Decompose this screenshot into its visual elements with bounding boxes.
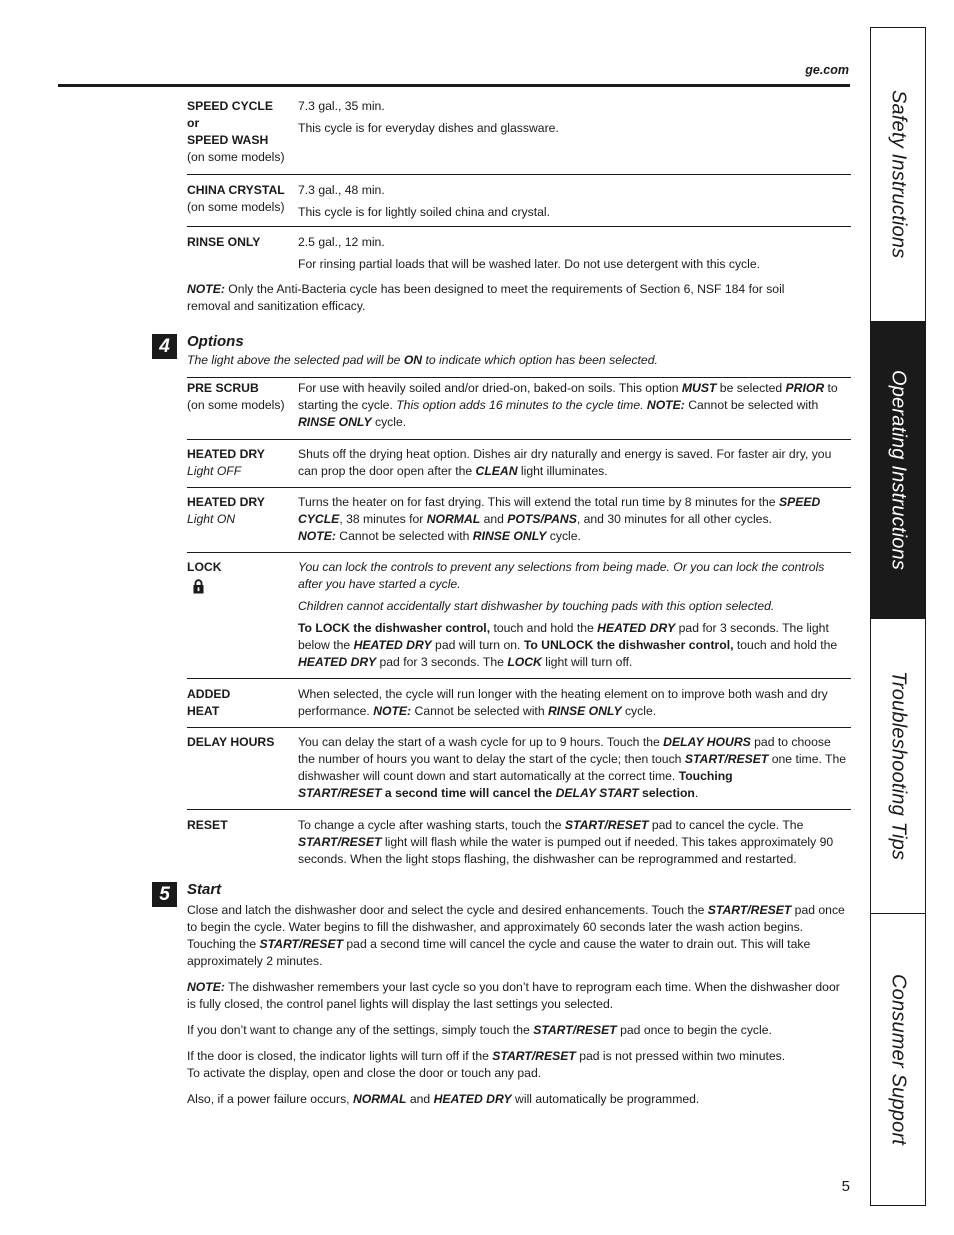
option-name: HEATED DRY [187,447,265,461]
option-row-prescrub [187,377,851,440]
tab-label: Safety Instructions [887,90,910,259]
cycle-term [187,182,298,226]
tab-operating-instructions[interactable] [871,322,925,619]
option-row-heated-dry-off [187,440,851,488]
start-paragraph-2: NOTE: The dishwasher remembers your last cycle so you don’t have to reprogram each time. When the dishwasher door is fully closed, the control panel lights will display the last settings you selected. [187,980,840,1011]
cycle-desc [298,182,851,226]
option-term [187,686,298,720]
start-section-header [159,880,851,905]
tab-consumer-support[interactable] [871,914,925,1205]
tab-label: Troubleshooting Tips [887,671,910,861]
cycle-row-speed [187,98,851,175]
cycle-desc [298,234,851,278]
cycle-text: This cycle is for lightly soiled china and crystal. [298,205,550,219]
option-state: Light OFF [187,464,242,478]
start-paragraph-4: If the door is closed, the indicator lights will turn off if the START/RESET pad is not pressed within two minutes. To activate the display, open and close the door or touch any pad. [187,1049,786,1080]
option-name: LOCK [187,560,222,574]
cycle-row-china [187,175,851,227]
note-text: Only the Anti-Bacteria cycle has been designed to meet the requirements of Section 6, NSF 184 for soil removal and sanitization efficacy. [187,282,785,313]
tab-troubleshooting-tips[interactable] [871,619,925,914]
option-term [187,734,298,802]
section-subtitle: The light above the selected pad will be ON to indicate which option has been selected. [187,353,658,367]
option-name: PRE SCRUB [187,381,259,395]
option-name-line2: HEAT [187,704,220,718]
option-desc: Shuts off the drying heat option. Dishes air dry naturally and energy is saved. For faster air dry, you can prop the door open after the CLEAN light illuminates. [298,447,832,478]
option-term [187,559,298,671]
option-desc: You can delay the start of a wash cycle for up to 9 hours. Touch the DELAY HOURS pad to choose the number of hours you want to delay the start of the cycle; then touch START/RESET one time. The dishwasher will count down and start automatically at the correct time. Touching START/RESET a second time will cancel the DELAY START selection. [298,735,847,800]
option-row-added-heat [187,679,851,728]
cycle-models-note: (on some models) [187,150,285,164]
option-term [187,446,298,480]
anti-bacteria-note [187,281,787,315]
option-row-delay-hours [187,728,851,810]
option-state: Light ON [187,512,236,526]
start-paragraph-5: Also, if a power failure occurs, NORMAL and HEATED DRY will automatically be programmed. [187,1092,700,1106]
section-number: 5 [152,882,177,907]
lock-icon [193,579,204,594]
cycle-desc [298,98,851,166]
option-desc: You can lock the controls to prevent any selections from being made. Or you can lock the controls after you have started a cycle. Children cannot accidentally start dishwasher by touching pads with this option selected. To LOCK the dishwasher control, touch and hold the HEATED DRY pad for 3 seconds. The light below the HEATED DRY pad will turn on. To UNLOCK the dishwasher control, touch and hold the HEATED DRY pad for 3 seconds. The LOCK light will turn off. [298,560,838,669]
cycle-text: This cycle is for everyday dishes and glassware. [298,121,559,135]
cycle-name: SPEED CYCLE [187,99,274,113]
option-term [187,380,298,431]
tab-label: Operating Instructions [887,369,910,571]
option-desc: When selected, the cycle will run longer with the heating element on to improve both wash and dry performance. NOTE: Cannot be selected with RINSE ONLY cycle. [298,687,828,718]
option-desc: Turns the heater on for fast drying. This will extend the total run time by 8 minutes for the SPEED CYCLE, 38 minutes for NORMAL and POTS/PANS, and 30 minutes for all other cycles. NOTE: Cannot be selected with RINSE ONLY cycle. [298,495,821,543]
option-name: RESET [187,818,228,832]
cycle-name: RINSE ONLY [187,235,261,249]
note-label: NOTE: [187,282,225,296]
options-section-header [159,332,851,369]
cycle-row-rinse [187,227,851,278]
cycle-spec: 7.3 gal., 35 min. [298,99,385,113]
option-row-lock [187,553,851,679]
cycle-spec: 2.5 gal., 12 min. [298,235,385,249]
cycle-term [187,98,298,166]
cycle-term [187,234,298,278]
option-name: ADDED [187,687,231,701]
option-desc: To change a cycle after washing starts, touch the START/RESET pad to cancel the cycle. The START/RESET light will flash while the water is pumped out if needed. This takes approximately 90 seconds. When the light stops flashing, the dishwasher can be reprogrammed and restarted. [298,818,834,866]
option-term [187,494,298,545]
cycle-name: CHINA CRYSTAL [187,183,285,197]
option-row-heated-dry-on [187,488,851,553]
start-paragraph-1: Close and latch the dishwasher door and select the cycle and desired enhancements. Touch the START/RESET pad once to begin the cycle. Water begins to fill the dishwasher, and approximately 60 seconds later the wash action begins. Touching the START/RESET pad a second time will cancel the cycle and cause the water to drain out. This will take approximately 2 minutes. [187,903,845,968]
option-row-reset [187,810,851,868]
main-content [159,98,851,1117]
section-title: Start [187,881,222,898]
site-url: ge.com [805,63,849,77]
option-desc: For use with heavily soiled and/or dried-on, baked-on soils. This option MUST be selected PRIOR to starting the cycle. This option adds 16 minutes to the cycle time. NOTE: Cannot be selected with RINSE ONLY cycle. [298,381,838,429]
page-number: 5 [841,1178,850,1195]
cycle-text: For rinsing partial loads that will be washed later. Do not use detergent with this cycle. [298,257,761,271]
option-models-note: (on some models) [187,398,285,412]
cycle-models-note: (on some models) [187,200,285,214]
start-paragraph-3: If you don’t want to change any of the settings, simply touch the START/RESET pad once to begin the cycle. [187,1023,772,1037]
section-title: Options [187,333,244,350]
section-sidebar [870,27,926,1206]
cycle-spec: 7.3 gal., 48 min. [298,183,385,197]
cycle-name-or: or [187,116,200,130]
option-name: HEATED DRY [187,495,265,509]
tab-safety-instructions[interactable] [871,28,925,322]
tab-label: Consumer Support [887,973,910,1146]
option-name: DELAY HOURS [187,735,275,749]
option-term [187,817,298,868]
header-rule [58,84,850,87]
section-number: 4 [152,334,177,359]
cycle-name-alt: SPEED WASH [187,133,269,147]
